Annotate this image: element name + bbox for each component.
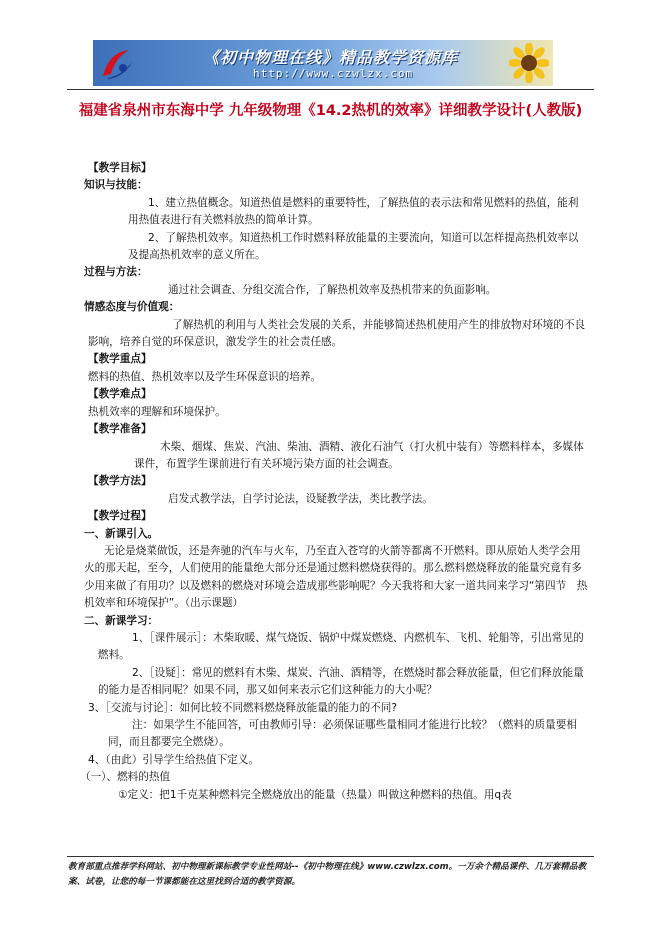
header-divider <box>67 89 594 90</box>
footer-text: 教育部重点推荐学科网站、初中物理新课标教学专业性网站--《初中物理在线》www.czwlzx.com。一万余个精品课件、几万套精品教案、试卷，让您的每一节课都能在这里找到合适的教学资源。 <box>68 862 587 887</box>
section1-text: 无论是烧菜做饭，还是奔驰的汽车与火车，乃至直入苍穹的火箭等都离不开燃料。即从原始人类学会用火的那天起，至今，人们使用的能量绝大部分还是通过燃料燃烧获得的。那么燃料燃烧释放的能量究竟有多少用来做了有用功？以及燃料的燃烧对环境会造成那些影响呢？今天我将和大家一道共同来学习“第四节 热机效率和环境保护”。（出示课题） <box>84 544 588 610</box>
knowledge-heading: 知识与技能： <box>84 179 148 192</box>
item-2: 2、［设疑］：常见的燃料有木柴、煤炭、汽油、酒精等，在燃烧时都会释放能量，但它们释放能量的能力是否相同呢？如果不同，那又如何来表示它们这种能力的大小呢？ <box>98 666 584 697</box>
procedure-heading: 【教学过程】 <box>88 510 152 523</box>
item-1: 1、［课件展示］：木柴取暖、煤气烧饭、锅炉中煤炭燃烧、内燃机车、飞机、轮船等，引出常见的燃料。 <box>98 631 584 662</box>
method-heading: 【教学方法】 <box>88 475 152 488</box>
key-heading: 【教学重点】 <box>88 353 152 366</box>
section1-heading: 一、新课引入。 <box>84 527 159 540</box>
difficulty-text: 热机效率的理解和环境保护。 <box>88 405 226 418</box>
banner-title: 《初中物理在线》精品教学资源库 <box>203 48 459 67</box>
sunflower-icon <box>509 43 549 83</box>
document-title: 福建省泉州市东海中学 九年级物理《14.2热机的效率》详细教学设计(人教版) <box>78 103 583 119</box>
header-banner <box>93 40 553 86</box>
subsection-heading: （一）、燃料的热值 <box>80 771 171 784</box>
knowledge-item-2: 2、了解热机效率。知道热机工作时燃料释放能量的主要流向，知道可以怎样提高热机效率以及提高热机效率的意义所在。 <box>128 231 579 262</box>
document-body <box>80 160 588 804</box>
process-text: 通过社会调查、分组交流合作，了解热机效率及热机带来的负面影响。 <box>168 283 497 296</box>
process-heading: 过程与方法： <box>84 266 148 279</box>
method-text: 启发式教学法，自学讨论法，设疑教学法，类比教学法。 <box>168 492 433 505</box>
knowledge-item-1: 1、建立热值概念。知道热值是燃料的重要特性，了解热值的表示法和常见燃料的热值，能利用热值表进行有关燃料放热的简单计算。 <box>128 196 579 227</box>
prep-heading: 【教学准备】 <box>88 423 152 436</box>
emotion-heading: 情感态度与价值观： <box>84 301 180 314</box>
prep-text: 木柴、烟煤、焦炭、汽油、柴油、酒精、液化石油气（打火机中装有）等燃料样本，多媒体课件，布置学生课前进行有关环境污染方面的社会调查。 <box>134 440 584 470</box>
item-4: 4、（由此）引导学生给热值下定义。 <box>88 753 259 766</box>
key-text: 燃料的热值、热机效率以及学生环保意识的培养。 <box>88 370 322 383</box>
item-3: 3、［交流与讨论］：如何比较不同燃料燃烧释放能量的能力的不同? <box>88 701 397 714</box>
emotion-text: 了解热机的利用与人类社会发展的关系，并能够简述热机使用产生的排放物对环境的不良影响，培养自觉的环保意识，激发学生的社会责任感。 <box>88 318 586 349</box>
banner-url[interactable]: http://www.czwlzx.com <box>253 67 414 80</box>
footer-divider <box>67 856 594 857</box>
objectives-heading: 【教学目标】 <box>88 162 152 174</box>
red-blue-swoosh-logo-icon <box>99 46 135 80</box>
section2-heading: 二、新课学习： <box>84 614 159 627</box>
item-3-note: 注：如果学生不能回答，可由教师引导：必须保证哪些量相同才能进行比较？（燃料的质量要相同，而且都要完全燃烧）。 <box>108 719 577 749</box>
difficulty-heading: 【教学难点】 <box>88 388 152 401</box>
definition-text: ①定义：把1千克某种燃料完全燃烧放出的能量（热量）叫做这种燃料的热值。用q表 <box>118 788 512 801</box>
